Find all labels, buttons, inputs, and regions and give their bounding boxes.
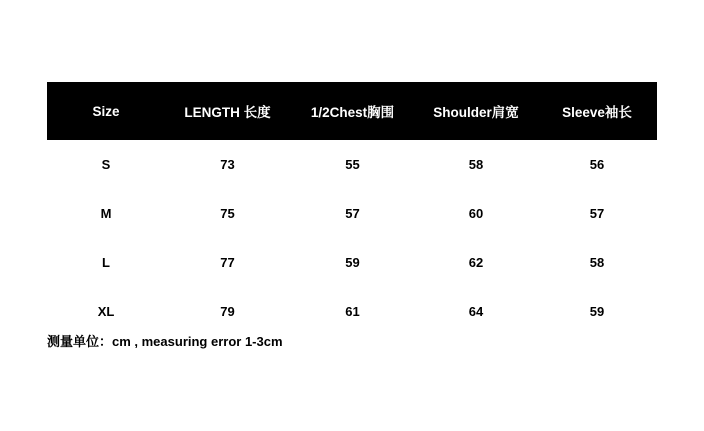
cell-length: 79 <box>165 287 290 336</box>
cell-size: M <box>47 189 165 238</box>
cell-shoulder: 64 <box>415 287 537 336</box>
cell-shoulder: 62 <box>415 238 537 287</box>
column-header-sleeve: Sleeve袖长 <box>562 105 632 120</box>
column-header-size: Size <box>92 103 120 119</box>
cell-chest: 57 <box>290 189 415 238</box>
column-header-shoulder: Shoulder肩宽 <box>433 105 519 120</box>
cell-sleeve: 59 <box>537 287 657 336</box>
cell-length: 73 <box>165 140 290 189</box>
cell-size: S <box>47 140 165 189</box>
table-row <box>47 287 657 336</box>
table-header-row <box>47 82 657 140</box>
size-chart-table <box>47 82 657 336</box>
cell-length: 75 <box>165 189 290 238</box>
table-row <box>47 140 657 189</box>
cell-chest: 55 <box>290 140 415 189</box>
column-header-chest: 1/2Chest胸围 <box>310 105 395 120</box>
column-header-length: LENGTH 长度 <box>184 105 271 120</box>
cell-shoulder: 60 <box>415 189 537 238</box>
cell-size: L <box>47 238 165 287</box>
table-row <box>47 238 657 287</box>
measurement-footnote: 测量单位：cm , measuring error 1-3cm <box>47 334 283 349</box>
cell-chest: 61 <box>290 287 415 336</box>
cell-size: XL <box>47 287 165 336</box>
size-chart-body <box>47 140 657 336</box>
size-chart-header <box>47 82 657 140</box>
cell-sleeve: 58 <box>537 238 657 287</box>
cell-sleeve: 57 <box>537 189 657 238</box>
size-chart-container <box>47 82 657 336</box>
cell-length: 77 <box>165 238 290 287</box>
cell-shoulder: 58 <box>415 140 537 189</box>
cell-sleeve: 56 <box>537 140 657 189</box>
cell-chest: 59 <box>290 238 415 287</box>
table-row <box>47 189 657 238</box>
